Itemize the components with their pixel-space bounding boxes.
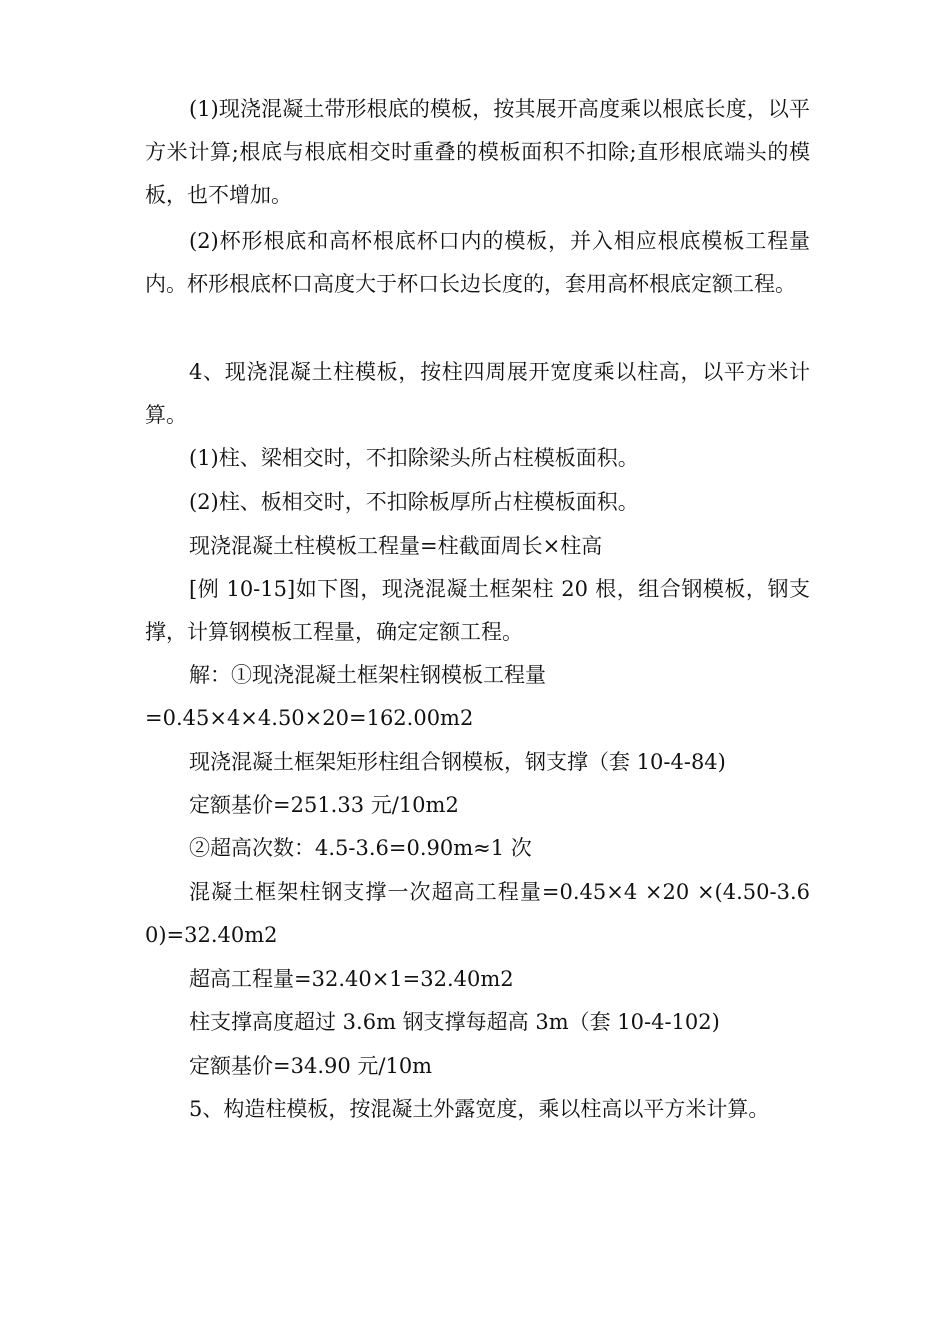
paragraph-base-price-2: 定额基价=34.90 元/10m — [189, 1054, 433, 1078]
paragraph-overheight-count: ②超高次数：4.5-3.6=0.90m≈1 次 — [189, 836, 532, 860]
paragraph-solution-step-1: 解：①现浇混凝土框架柱钢模板工程量 — [189, 663, 546, 687]
paragraph-column-formula: 现浇混凝土柱模板工程量=柱截面周长×柱高 — [189, 534, 603, 558]
paragraph-column-beam-intersection: (1)柱、梁相交时，不扣除梁头所占柱模板面积。 — [189, 446, 639, 470]
paragraph-formwork-quantity: =0.45×4×4.50×20=162.00m2 — [145, 706, 474, 730]
paragraph-overheight-quantity-formula: 混凝土框架柱钢支撑一次超高工程量=0.45×4 ×20 ×(4.50-3.60)=32.40m2 — [145, 880, 810, 947]
paragraph-strip-foundation-formwork: (1)现浇混凝土带形根底的模板，按其展开高度乘以根底长度，以平方米计算;根底与根底相交时重叠的模板面积不扣除;直形根底端头的模板，也不增加。 — [145, 97, 810, 207]
paragraph-cup-foundation-formwork: (2)杯形根底和高杯根底杯口内的模板，并入相应根底模板工程量内。杯形根底杯口高度大于杯口长边长度的，套用高杯根底定额工程。 — [145, 229, 810, 296]
paragraph-example-10-15: [例 10-15]如下图，现浇混凝土框架柱 20 根，组合钢模板，钢支撑，计算钢模板工程量，确定定额工程。 — [145, 577, 810, 644]
paragraph-overheight-quantity: 超高工程量=32.40×1=32.40m2 — [189, 967, 514, 991]
paragraph-column-slab-intersection: (2)柱、板相交时，不扣除板厚所占柱模板面积。 — [189, 490, 639, 514]
paragraph-constructional-column-formwork: 5、构造柱模板，按混凝土外露宽度，乘以柱高以平方米计算。 — [189, 1097, 770, 1121]
paragraph-quota-item-10-4-84: 现浇混凝土框架矩形柱组合钢模板，钢支撑（套 10-4-84) — [189, 750, 726, 774]
paragraph-base-price-1: 定额基价=251.33 元/10m2 — [189, 793, 459, 817]
paragraph-quota-item-10-4-102: 柱支撑高度超过 3.6m 钢支撑每超高 3m（套 10-4-102) — [189, 1010, 720, 1034]
paragraph-column-formwork-rule: 4、现浇混凝土柱模板，按柱四周展开宽度乘以柱高，以平方米计算。 — [145, 360, 810, 427]
